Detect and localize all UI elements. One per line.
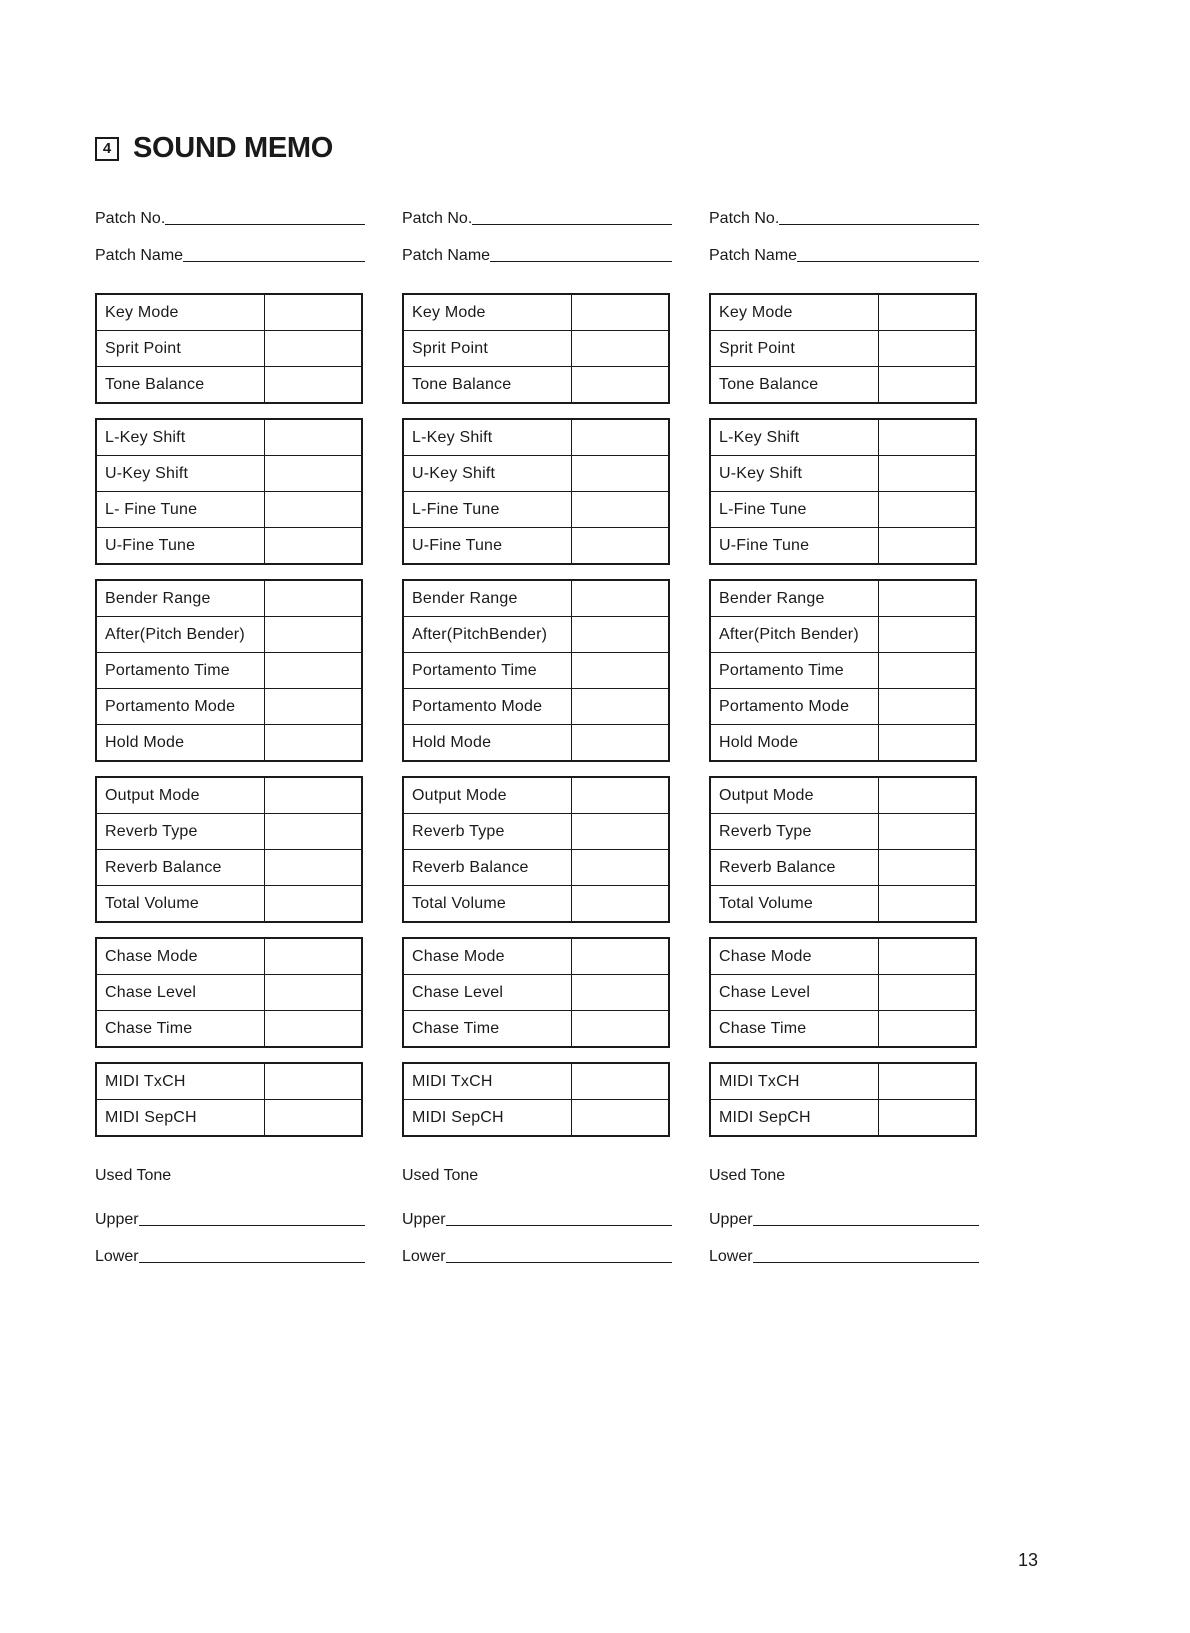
patch-name-blank[interactable] (183, 260, 365, 262)
parameter-value-cell[interactable] (879, 777, 977, 814)
patch-no-row (95, 193, 365, 230)
parameter-label: L- Fine Tune (96, 492, 265, 528)
parameter-value-cell[interactable] (879, 938, 977, 975)
table-row (403, 725, 669, 762)
parameter-table (709, 937, 977, 1048)
table-row (403, 367, 669, 404)
spacer (402, 267, 672, 279)
parameter-label: Output Mode (96, 777, 265, 814)
table-row (96, 419, 362, 456)
table-row (403, 580, 669, 617)
spacer (95, 267, 365, 279)
parameter-value-cell[interactable] (572, 1063, 670, 1100)
parameter-label: Output Mode (710, 777, 879, 814)
parameter-value-cell[interactable] (572, 975, 670, 1011)
parameter-value-cell[interactable] (572, 294, 670, 331)
parameter-value-cell[interactable] (879, 331, 977, 367)
parameter-value-cell[interactable] (265, 689, 363, 725)
lower-row (709, 1231, 979, 1268)
table-row (710, 725, 976, 762)
parameter-value-cell[interactable] (572, 777, 670, 814)
patch-name-row (709, 230, 979, 267)
parameter-table (95, 937, 363, 1048)
parameter-value-cell[interactable] (572, 850, 670, 886)
parameter-value-cell[interactable] (572, 492, 670, 528)
lower-blank[interactable] (446, 1261, 672, 1263)
patch-name-label: Patch Name (709, 247, 798, 264)
table-row (96, 814, 362, 850)
parameter-value-cell[interactable] (879, 294, 977, 331)
parameter-label: Reverb Type (96, 814, 265, 850)
table-row (96, 294, 362, 331)
parameter-label: After(PitchBender) (403, 617, 572, 653)
parameter-table (402, 579, 670, 762)
parameter-label: U-Fine Tune (96, 528, 265, 565)
parameter-label: Hold Mode (403, 725, 572, 762)
parameter-label: L-Key Shift (96, 419, 265, 456)
parameter-label: L-Fine Tune (710, 492, 879, 528)
lower-row (95, 1231, 365, 1268)
parameter-value-cell[interactable] (265, 886, 363, 923)
table-row (96, 528, 362, 565)
parameter-value-cell[interactable] (879, 367, 977, 404)
parameter-label: Chase Mode (96, 938, 265, 975)
parameter-label: Total Volume (710, 886, 879, 923)
table-row (710, 938, 976, 975)
parameter-label: U-Fine Tune (710, 528, 879, 565)
table-row (710, 294, 976, 331)
parameter-label: Bender Range (403, 580, 572, 617)
parameter-label: Chase Time (96, 1011, 265, 1048)
table-row (96, 492, 362, 528)
parameter-value-cell[interactable] (265, 294, 363, 331)
parameter-table (402, 1062, 670, 1137)
used-tone-section (709, 1157, 979, 1268)
table-row (96, 850, 362, 886)
table-row (96, 777, 362, 814)
parameter-label: MIDI SepCH (403, 1100, 572, 1137)
lower-blank[interactable] (753, 1261, 979, 1263)
parameter-label: Bender Range (710, 580, 879, 617)
parameter-label: Chase Time (710, 1011, 879, 1048)
upper-blank[interactable] (139, 1224, 365, 1226)
parameter-table (709, 1062, 977, 1137)
table-row (403, 617, 669, 653)
table-row (403, 1011, 669, 1048)
table-row (710, 367, 976, 404)
parameter-table (709, 293, 977, 404)
parameter-label: U-Key Shift (403, 456, 572, 492)
parameter-value-cell[interactable] (572, 725, 670, 762)
parameter-value-cell[interactable] (572, 528, 670, 565)
table-row (403, 689, 669, 725)
parameter-value-cell[interactable] (265, 456, 363, 492)
parameter-label: After(Pitch Bender) (96, 617, 265, 653)
used-tone-label: Used Tone (402, 1167, 479, 1184)
table-row (403, 331, 669, 367)
parameter-label: After(Pitch Bender) (710, 617, 879, 653)
parameter-value-cell[interactable] (265, 331, 363, 367)
parameter-value-cell[interactable] (572, 886, 670, 923)
table-row (403, 456, 669, 492)
table-row (710, 456, 976, 492)
parameter-label: MIDI SepCH (710, 1100, 879, 1137)
parameter-value-cell[interactable] (265, 725, 363, 762)
upper-label: Upper (402, 1211, 446, 1228)
parameter-label: Tone Balance (403, 367, 572, 404)
parameter-label: U-Key Shift (96, 456, 265, 492)
parameter-label: MIDI SepCH (96, 1100, 265, 1137)
table-row (96, 725, 362, 762)
table-row (403, 975, 669, 1011)
parameter-label: Reverb Balance (710, 850, 879, 886)
patch-no-label: Patch No. (402, 210, 473, 227)
parameter-label: Hold Mode (710, 725, 879, 762)
parameter-value-cell[interactable] (879, 617, 977, 653)
parameter-value-cell[interactable] (265, 777, 363, 814)
parameter-value-cell[interactable] (572, 814, 670, 850)
table-row (96, 580, 362, 617)
parameter-label: MIDI TxCH (403, 1063, 572, 1100)
parameter-value-cell[interactable] (879, 1063, 977, 1100)
table-row (96, 689, 362, 725)
table-row (710, 850, 976, 886)
parameter-label: Sprit Point (710, 331, 879, 367)
lower-label: Lower (95, 1248, 139, 1265)
patch-no-label: Patch No. (95, 210, 166, 227)
parameter-label: Portamento Mode (710, 689, 879, 725)
parameter-value-cell[interactable] (265, 492, 363, 528)
table-row (710, 777, 976, 814)
table-row (710, 331, 976, 367)
table-row (403, 886, 669, 923)
parameter-label: Reverb Type (710, 814, 879, 850)
parameter-label: MIDI TxCH (96, 1063, 265, 1100)
parameter-label: Portamento Mode (96, 689, 265, 725)
parameter-label: Reverb Balance (403, 850, 572, 886)
parameter-label: L-Key Shift (710, 419, 879, 456)
parameter-label: Bender Range (96, 580, 265, 617)
table-row (96, 653, 362, 689)
parameter-value-cell[interactable] (572, 367, 670, 404)
parameter-label: Chase Mode (710, 938, 879, 975)
parameter-label: Tone Balance (710, 367, 879, 404)
parameter-table (95, 418, 363, 565)
parameter-table (95, 1062, 363, 1137)
parameter-table (709, 418, 977, 565)
table-row (710, 617, 976, 653)
table-row (96, 1063, 362, 1100)
patch-name-label: Patch Name (402, 247, 491, 264)
parameter-value-cell[interactable] (572, 456, 670, 492)
patch-no-blank[interactable] (779, 223, 979, 225)
parameter-value-cell[interactable] (572, 419, 670, 456)
table-row (96, 617, 362, 653)
parameter-table (402, 293, 670, 404)
parameter-label: Key Mode (96, 294, 265, 331)
parameter-value-cell[interactable] (265, 528, 363, 565)
parameter-value-cell[interactable] (265, 1011, 363, 1048)
parameter-value-cell[interactable] (879, 653, 977, 689)
parameter-value-cell[interactable] (879, 528, 977, 565)
parameter-table (709, 776, 977, 923)
table-row (710, 689, 976, 725)
parameter-label: Hold Mode (96, 725, 265, 762)
parameter-value-cell[interactable] (265, 1063, 363, 1100)
parameter-value-cell[interactable] (265, 419, 363, 456)
table-row (403, 777, 669, 814)
table-row (403, 528, 669, 565)
parameter-label: Output Mode (403, 777, 572, 814)
spacer (709, 267, 979, 279)
parameter-value-cell[interactable] (572, 1100, 670, 1137)
table-row (96, 886, 362, 923)
memo-column-2 (402, 193, 672, 1268)
parameter-value-cell[interactable] (572, 689, 670, 725)
memo-column-3 (709, 193, 979, 1268)
parameter-label: Tone Balance (96, 367, 265, 404)
parameter-value-cell[interactable] (879, 580, 977, 617)
table-row (403, 1063, 669, 1100)
parameter-label: Total Volume (403, 886, 572, 923)
parameter-value-cell[interactable] (879, 456, 977, 492)
parameter-label: Portamento Time (96, 653, 265, 689)
patch-no-row (402, 193, 672, 230)
parameter-value-cell[interactable] (265, 850, 363, 886)
parameter-value-cell[interactable] (572, 1011, 670, 1048)
table-row (710, 1063, 976, 1100)
parameter-value-cell[interactable] (265, 617, 363, 653)
table-row (710, 528, 976, 565)
parameter-label: L-Key Shift (403, 419, 572, 456)
table-row (710, 492, 976, 528)
upper-row (95, 1194, 365, 1231)
parameter-value-cell[interactable] (265, 814, 363, 850)
table-row (96, 975, 362, 1011)
table-row (96, 1100, 362, 1137)
lower-row (402, 1231, 672, 1268)
parameter-value-cell[interactable] (879, 689, 977, 725)
upper-blank[interactable] (753, 1224, 979, 1226)
table-row (710, 580, 976, 617)
used-tone-label: Used Tone (95, 1167, 172, 1184)
memo-column-1 (95, 193, 365, 1268)
parameter-value-cell[interactable] (265, 653, 363, 689)
parameter-label: Portamento Time (710, 653, 879, 689)
used-tone-section (402, 1157, 672, 1268)
table-row (403, 850, 669, 886)
upper-row (402, 1194, 672, 1231)
parameter-label: Portamento Time (403, 653, 572, 689)
parameter-value-cell[interactable] (879, 1011, 977, 1048)
page-number: 13 (1018, 1550, 1039, 1570)
table-row (96, 331, 362, 367)
table-row (710, 886, 976, 923)
lower-blank[interactable] (139, 1261, 365, 1263)
table-row (710, 1100, 976, 1137)
table-row (96, 938, 362, 975)
parameter-value-cell[interactable] (265, 580, 363, 617)
parameter-value-cell[interactable] (879, 1100, 977, 1137)
parameter-value-cell[interactable] (879, 492, 977, 528)
table-row (403, 419, 669, 456)
lower-label: Lower (402, 1248, 446, 1265)
patch-name-row (402, 230, 672, 267)
parameter-label: MIDI TxCH (710, 1063, 879, 1100)
parameter-label: Chase Level (710, 975, 879, 1011)
parameter-value-cell[interactable] (572, 938, 670, 975)
parameter-value-cell[interactable] (879, 419, 977, 456)
parameter-value-cell[interactable] (572, 653, 670, 689)
table-row (403, 294, 669, 331)
parameter-table (95, 776, 363, 923)
used-tone-label: Used Tone (709, 1167, 786, 1184)
table-row (403, 814, 669, 850)
parameter-table (95, 293, 363, 404)
table-row (96, 1011, 362, 1048)
table-row (710, 653, 976, 689)
patch-name-blank[interactable] (797, 260, 979, 262)
table-row (710, 814, 976, 850)
parameter-value-cell[interactable] (879, 886, 977, 923)
used-tone-section (95, 1157, 365, 1268)
parameter-label: U-Key Shift (710, 456, 879, 492)
lower-label: Lower (709, 1248, 753, 1265)
table-row (403, 938, 669, 975)
parameter-label: Sprit Point (96, 331, 265, 367)
parameter-value-cell[interactable] (265, 1100, 363, 1137)
table-row (96, 456, 362, 492)
table-row (403, 492, 669, 528)
parameter-value-cell[interactable] (265, 367, 363, 404)
patch-no-label: Patch No. (709, 210, 780, 227)
table-row (403, 1100, 669, 1137)
upper-row (709, 1194, 979, 1231)
parameter-value-cell[interactable] (879, 975, 977, 1011)
upper-label: Upper (709, 1211, 753, 1228)
parameter-value-cell[interactable] (572, 617, 670, 653)
parameter-label: L-Fine Tune (403, 492, 572, 528)
parameter-value-cell[interactable] (265, 938, 363, 975)
parameter-value-cell[interactable] (265, 975, 363, 1011)
parameter-label: Sprit Point (403, 331, 572, 367)
upper-blank[interactable] (446, 1224, 672, 1226)
parameter-label: Key Mode (403, 294, 572, 331)
parameter-label: Reverb Balance (96, 850, 265, 886)
parameter-label: Portamento Mode (403, 689, 572, 725)
parameter-label: U-Fine Tune (403, 528, 572, 565)
parameter-label: Chase Time (403, 1011, 572, 1048)
parameter-value-cell[interactable] (572, 580, 670, 617)
parameter-label: Total Volume (96, 886, 265, 923)
parameter-label: Chase Level (96, 975, 265, 1011)
table-row (710, 419, 976, 456)
patch-name-blank[interactable] (490, 260, 672, 262)
parameter-table (402, 937, 670, 1048)
table-row (96, 367, 362, 404)
parameter-label: Reverb Type (403, 814, 572, 850)
section-number: 4 (95, 137, 119, 161)
parameter-table (709, 579, 977, 762)
parameter-value-cell[interactable] (572, 331, 670, 367)
patch-name-label: Patch Name (95, 247, 184, 264)
upper-label: Upper (95, 1211, 139, 1228)
patch-no-blank[interactable] (472, 223, 672, 225)
parameter-value-cell[interactable] (879, 850, 977, 886)
patch-name-row (95, 230, 365, 267)
parameter-label: Chase Level (403, 975, 572, 1011)
parameter-value-cell[interactable] (879, 725, 977, 762)
table-row (710, 1011, 976, 1048)
patch-no-blank[interactable] (165, 223, 365, 225)
parameter-table (95, 579, 363, 762)
page-title: SOUND MEMO (133, 132, 334, 164)
parameter-label: Key Mode (710, 294, 879, 331)
parameter-table (402, 418, 670, 565)
parameter-label: Chase Mode (403, 938, 572, 975)
patch-no-row (709, 193, 979, 230)
table-row (710, 975, 976, 1011)
parameter-value-cell[interactable] (879, 814, 977, 850)
section-header (95, 132, 333, 165)
table-row (403, 653, 669, 689)
parameter-table (402, 776, 670, 923)
